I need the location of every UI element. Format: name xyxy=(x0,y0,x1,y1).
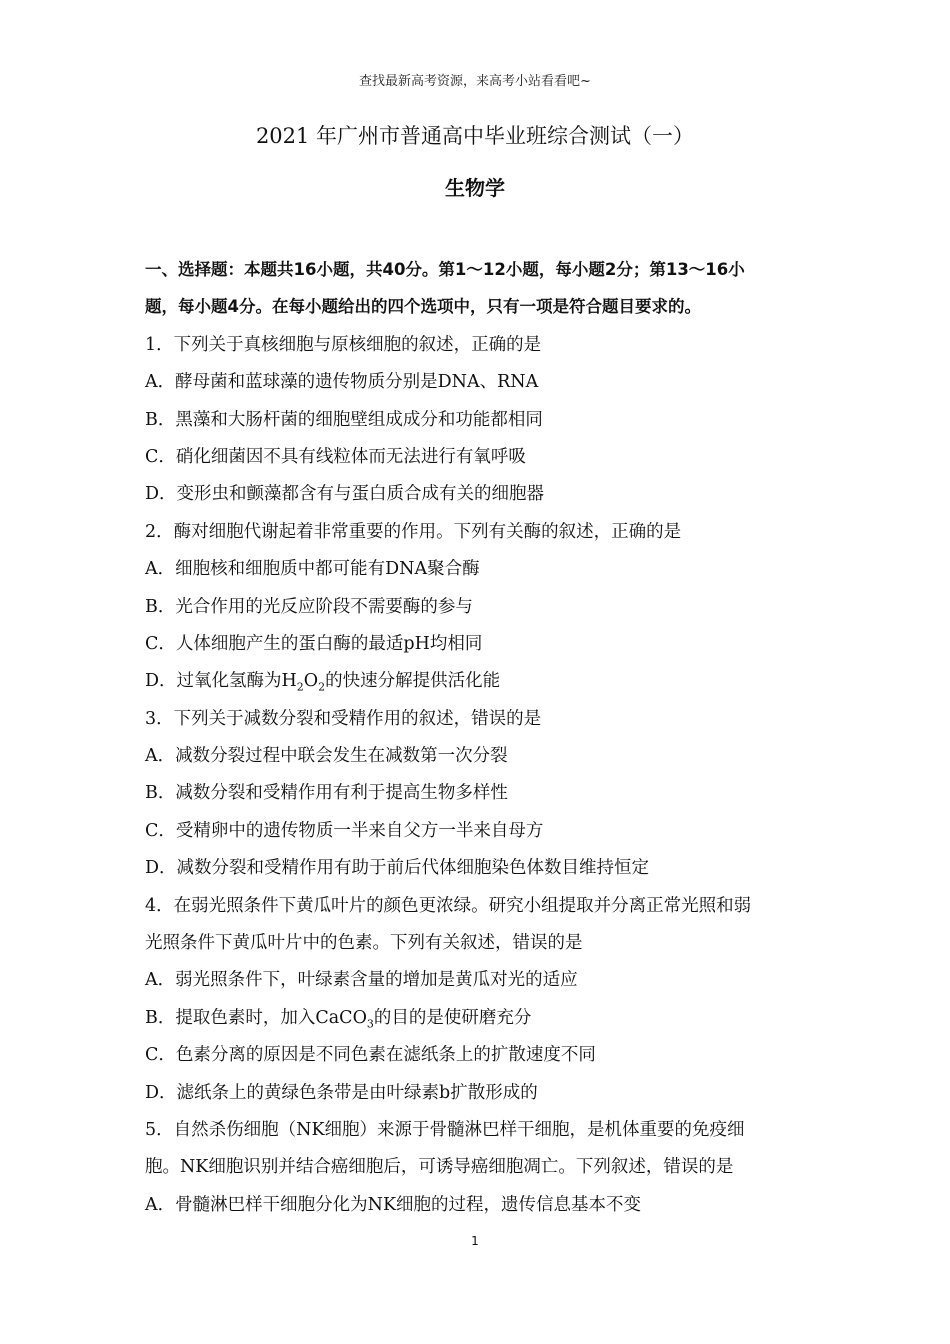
question-2-stem: 2．酶对细胞代谢起着非常重要的作用。下列有关酶的叙述，正确的是 xyxy=(145,521,682,542)
question-3-option-b: B．减数分裂和受精作用有利于提高生物多样性 xyxy=(145,783,508,804)
exam-body xyxy=(145,256,810,1228)
question-1-option-c: C．硝化细菌因不具有线粒体而无法进行有氧呼吸 xyxy=(145,446,526,467)
question-2-option-d-prefix: D．过氧化氢酶为H xyxy=(145,671,297,692)
question-4-option-b-prefix: B．提取色素时，加入CaCO xyxy=(145,1007,367,1028)
exam-title: 2021 年广州市普通高中毕业班综合测试（一） xyxy=(255,124,695,148)
question-2-option-d-sub1: 2 xyxy=(296,680,304,694)
question-4-stem-line-2: 光照条件下黄瓜叶片中的色素。下列有关叙述，错误的是 xyxy=(145,933,583,954)
question-1-option-d: D．变形虫和颤藻都含有与蛋白质合成有关的细胞器 xyxy=(145,484,545,505)
subject-title: 生物学 xyxy=(445,176,505,200)
section-instructions-line-2: 题，每小题4分。在每小题给出的四个选项中，只有一项是符合题目要求的。 xyxy=(145,297,701,317)
question-2-option-d xyxy=(145,667,810,704)
question-5-stem-line-2: 胞。NK细胞识别并结合癌细胞后，可诱导癌细胞凋亡。下列叙述，错误的是 xyxy=(145,1157,734,1178)
question-3-stem: 3．下列关于减数分裂和受精作用的叙述，错误的是 xyxy=(145,708,542,729)
page-number: 1 xyxy=(471,1234,479,1248)
question-3-option-c: C．受精卵中的遗传物质一半来自父方一半来自母方 xyxy=(145,820,544,841)
question-4-option-b-suffix: 的目的是使研磨充分 xyxy=(373,1007,532,1028)
question-2-option-a: A．细胞核和细胞质中都可能有DNA聚合酶 xyxy=(145,559,480,580)
question-4-option-d: D．滤纸条上的黄绿色条带是由叶绿素b扩散形成的 xyxy=(145,1082,538,1103)
question-2-option-b: B．光合作用的光反应阶段不需要酶的参与 xyxy=(145,596,473,617)
header-note: 查找最新高考资源，来高考小站看看吧~ xyxy=(359,74,591,89)
section-instructions-line-1: 一、选择题：本题共16小题，共40分。第1～12小题，每小题2分；第13～16小 xyxy=(145,260,745,279)
question-5-stem-line-1: 5．自然杀伤细胞（NK细胞）来源于骨髓淋巴样干细胞，是机体重要的免疫细 xyxy=(145,1119,745,1140)
question-2-option-c: C．人体细胞产生的蛋白酶的最适pH均相同 xyxy=(145,633,483,654)
question-2-option-d-mid: O xyxy=(303,671,319,692)
question-2-option-d-suffix: 的快速分解提供活化能 xyxy=(325,671,501,692)
question-2-option-d-sub2: 2 xyxy=(318,680,326,694)
question-5-option-a: A．骨髓淋巴样干细胞分化为NK细胞的过程，遗传信息基本不变 xyxy=(145,1194,642,1215)
question-1-option-b: B．黑藻和大肠杆菌的细胞壁组成成分和功能都相同 xyxy=(145,409,543,430)
question-3-option-d: D．减数分裂和受精作用有助于前后代体细胞染色体数目维持恒定 xyxy=(145,858,650,879)
question-4-option-a: A．弱光照条件下，叶绿素含量的增加是黄瓜对光的适应 xyxy=(145,970,578,991)
question-4-option-b-sub: 3 xyxy=(366,1017,374,1031)
question-4-option-c: C．色素分离的原因是不同色素在滤纸条上的扩散速度不同 xyxy=(145,1045,596,1066)
question-1-stem: 1．下列关于真核细胞与原核细胞的叙述，正确的是 xyxy=(145,334,542,355)
question-4-option-b xyxy=(145,1004,810,1041)
question-4-stem-line-1: 4．在弱光照条件下黄瓜叶片的颜色更浓绿。研究小组提取并分离正常光照和弱 xyxy=(145,895,752,916)
question-1-option-a: A．酵母菌和蓝球藻的遗传物质分别是DNA、RNA xyxy=(145,372,539,393)
question-3-option-a: A．减数分裂过程中联会发生在减数第一次分裂 xyxy=(145,746,508,767)
